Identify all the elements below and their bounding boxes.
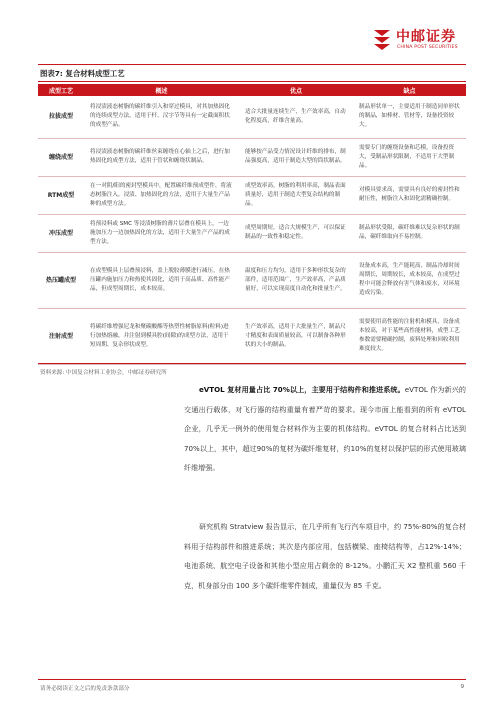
process-cons: 需要专门的缠绕设备和芯模，设备投资大，受制品形状限制，不适用于大型制品。 [353, 138, 466, 176]
body-paragraph-1 [184, 380, 466, 478]
table-row [38, 252, 466, 308]
table-source: 资料来源: 中国复合材料工业协会，中邮证券研究所 [40, 370, 167, 376]
logo-text: 中邮证券 [396, 29, 456, 45]
process-overview: 将预浸料或 SMC 等浸渍树脂的薄片层叠在模具上，一边施加压力一边加热固化的方法，适用于大量生产产品的成型方法。 [84, 214, 239, 252]
process-cons: 制品形状受限，碳纤维难以复杂形状的制品，碳纤维取向不易控制。 [353, 214, 466, 252]
header-cons: 缺点 [353, 84, 466, 96]
table-row [38, 214, 466, 252]
header-process: 成型工艺 [38, 84, 84, 96]
process-name: 注射成型 [38, 308, 84, 364]
process-cons: 设备成本高，生产能耗高，制品冷却时间周期长，周期较长，成本较高，在成型过程中可能会释放有害气体和废水，对环境造成污染。 [353, 252, 466, 308]
process-name: 热压罐成型 [38, 252, 84, 308]
header-pros: 优点 [239, 84, 353, 96]
table-row [38, 176, 466, 214]
process-table [38, 84, 466, 365]
table-row [38, 96, 466, 138]
table-row [38, 138, 466, 176]
process-overview: 将浸渍液态树脂的碳纤维丝束缠绕在心轴上之后，进行加热固化的成型方法，适用于管状和缠绕状制品。 [84, 138, 239, 176]
process-pros: 温度和压力均匀，适用于多种形状复杂的部件，适用范围广，生产效率高，产品质量好，可以实现高度自动化和批量生产。 [239, 252, 353, 308]
process-overview: 在成型模具上层叠预浸料，盖上脱胶薄膜进行减压，在热压罐内施加压力和热使其固化，适用于高品质、高性能产品，但成型周期长，成本较高。 [84, 252, 239, 308]
footer-disclaimer: 请务必阅读正文之后的免责条款部分 [40, 686, 130, 692]
brand-logo [372, 26, 472, 56]
process-cons: 需要使用高性能的注射机和模具，设备成本较高，对于某些高性能材料，成型工艺参数需要精确控制，废料处理和回收利用难度较大。 [353, 308, 466, 364]
process-pros: 生产效率高，适用于大批量生产，制品尺寸精度和表面质量较高，可以制备各种形状的大小的制品。 [239, 308, 353, 364]
process-pros: 成型效率高，树脂的利用率高，制品表面质量好，适用于制造大型复杂结构的制品。 [239, 176, 353, 214]
paragraph-text: eVTOL 作为新兴的交通出行载体，对飞行器的结构重量有着严苛的要求。现今市面上能看到的所有 eVTOL 企业，几乎无一例外的使用复合材料作为主要的机体结构。eVTOL 的复合材料占比达到 70%以上，其中，超过90%的复材为碳纤维复材，约10%的复材以保护层的形式使用玻璃纤维增强。 [184, 385, 467, 473]
process-name: RTM成型 [38, 176, 84, 214]
footer-divider [38, 679, 466, 680]
paragraph-lead: eVTOL 复材用量占比 70%以上，主要用于结构件和推进系统。 [199, 385, 405, 394]
china-post-logo-icon [372, 27, 392, 51]
source-divider [38, 363, 466, 364]
process-pros: 能够按产品受力情况设计纤维的排布，制品强度高，适用于制造大型的筒状制品。 [239, 138, 353, 176]
process-name: 冲压成型 [38, 214, 84, 252]
table-caption: 图表7: 复合材料成型工艺 [38, 64, 466, 82]
process-overview: 将碳纤维增强尼龙和聚碳酸酯等热塑性树脂原料(粒料)进行加热熔融，并注射到模具腔(间隙)的成型方法，适用于短周期、复杂形状成型。 [84, 308, 239, 364]
process-name: 缠绕成型 [38, 138, 84, 176]
process-cons: 制品形状单一，主要适用于制造同单形状的制品，如棒材、管材等，设备投资较大。 [353, 96, 466, 138]
body-paragraph-2 [184, 517, 466, 595]
process-pros: 成型周期短，适合大规模生产，可以保证制品的一致性和稳定性。 [239, 214, 353, 252]
process-pros: 适合大批量连续生产，生产效率高，自动化程度高，纤维含量高。 [239, 96, 353, 138]
process-overview: 将浸渍液态树脂的碳纤维引入和穿过模具，对其加热固化的连续成型方法，适用于杆、汉字节等具有一定截面积状的成型产品。 [84, 96, 239, 138]
process-name: 拉拔成型 [38, 96, 84, 138]
header-overview: 概述 [84, 84, 239, 96]
table-header-row [38, 84, 466, 96]
table-row [38, 308, 466, 364]
process-cons: 对模具要求高，需要具有良好的密封性和耐压性，树脂注入和固化需精确控制。 [353, 176, 466, 214]
paragraph-text: 研究机构 Stratview 报告显示，在几乎所有飞行汽车项目中，约 75%-80%的复合材料用于结构部件和推进系统；其次是内部应用，包括横梁、座椅结构等，占12%-14%；电池系统、航空电子设备和其他小型应用占剩余的 8-12%。小鹏汇天 X2 整机重 560 千克，机身部分由 100 多个碳纤维零件制成，重量仅为 85 千克。 [184, 522, 466, 590]
process-overview: 在一对阴/阳的密封型模具中，配置碳纤维预成型件，将液态树脂注入，浸渍、加热固化的方法，适用于大量生产品种的成型方法。 [84, 176, 239, 214]
page-number: 9 [460, 684, 464, 690]
logo-subtext: CHINA POST SECURITIES [397, 45, 458, 50]
